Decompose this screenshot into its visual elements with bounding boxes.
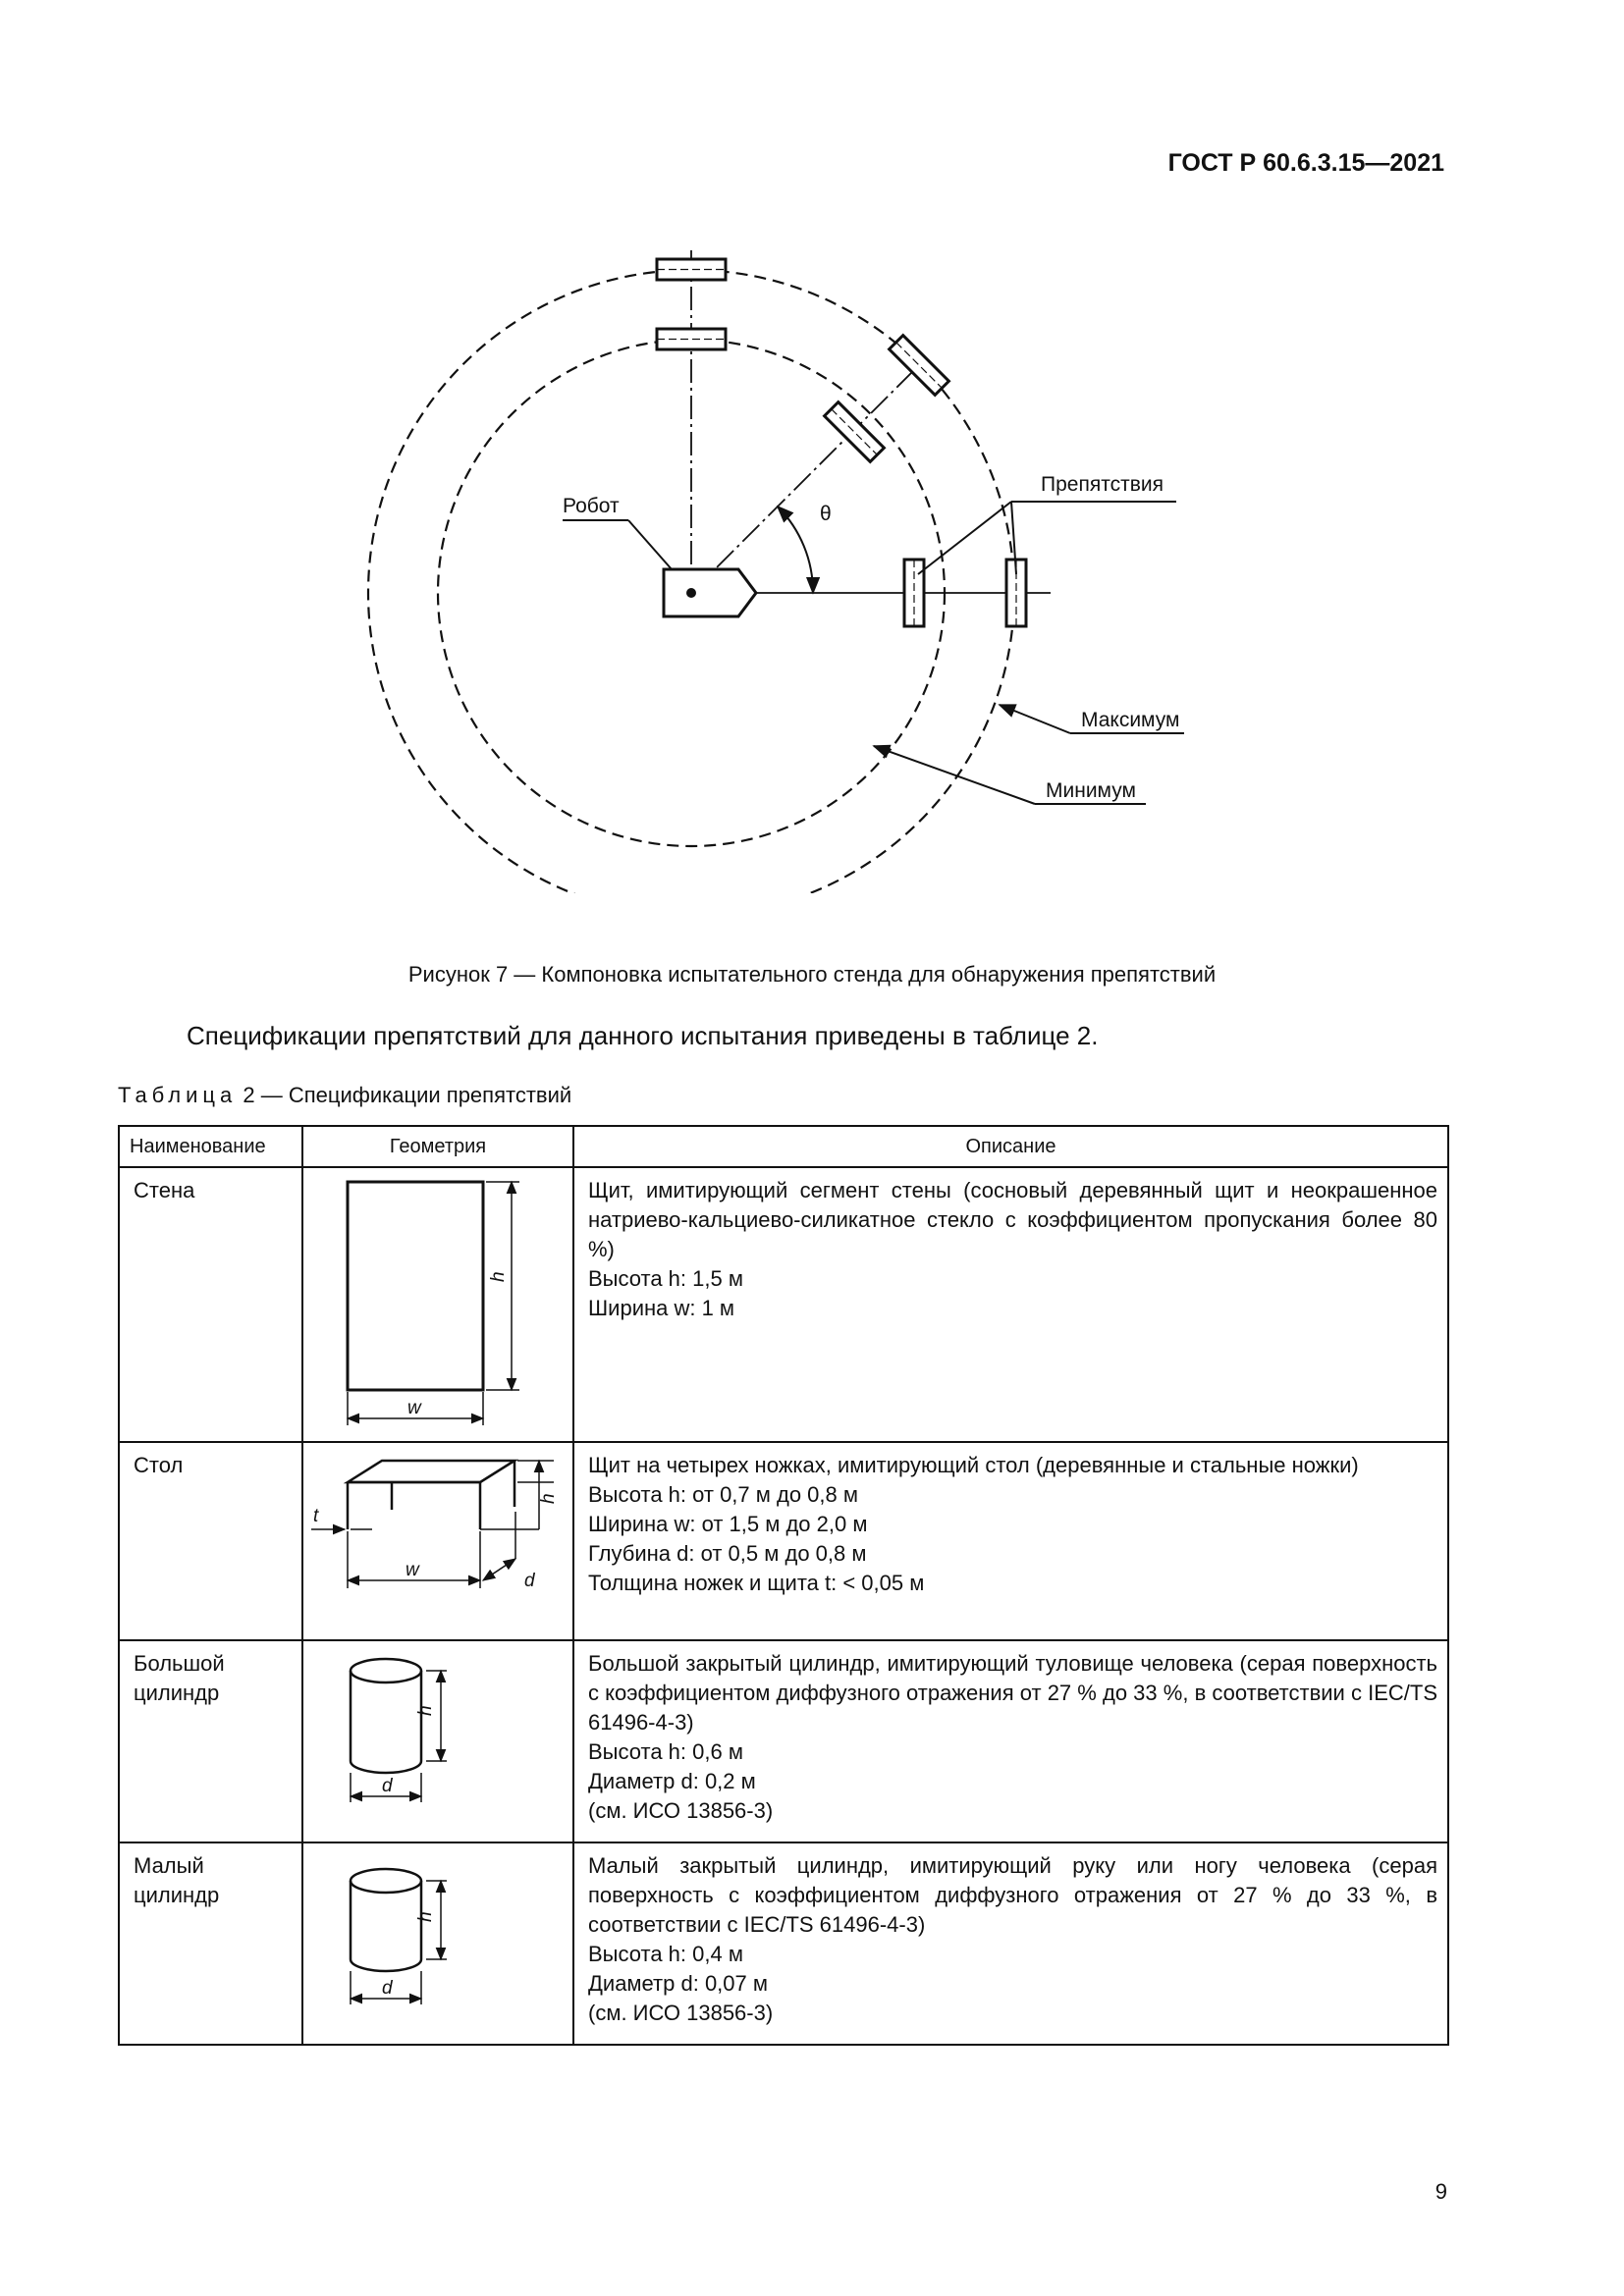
maximum-label: Максимум — [1081, 709, 1180, 731]
row-description-cell — [573, 1442, 1448, 1640]
row-description-cell — [573, 1640, 1448, 1842]
table-drawing — [303, 1443, 574, 1639]
table-row — [119, 1442, 1448, 1640]
table-title — [118, 1083, 571, 1108]
row-param: Высота h: от 0,7 м до 0,8 м — [588, 1482, 858, 1507]
row-param: Высота h: 1,5 м — [588, 1266, 743, 1291]
row-name: Стол — [119, 1442, 302, 1640]
row-param: Ширина w: 1 м — [588, 1296, 735, 1320]
row-param: Глубина d: от 0,5 м до 0,8 м — [588, 1541, 867, 1566]
large-cylinder-drawing — [303, 1641, 574, 1842]
robot-symbol — [664, 569, 756, 616]
table-title-rest: 2 — Спецификации препятствий — [237, 1083, 572, 1107]
table-t-label: t — [313, 1506, 319, 1526]
row-param: Диаметр d: 0,2 м — [588, 1769, 756, 1793]
table-d-label: d — [524, 1571, 535, 1591]
small-cylinder-drawing — [303, 1843, 574, 2044]
row-description: Большой закрытый цилиндр, имитирующий туловище человека (серая поверхность с коэффициентом диффузного отражения от 27 % до 33 %, в соответствии с IEC/TS 61496-4-3) — [588, 1651, 1437, 1735]
row-name: Стена — [119, 1167, 302, 1442]
table-row — [119, 1640, 1448, 1842]
wall-h-label: h — [488, 1271, 509, 1282]
wall-drawing — [303, 1168, 574, 1441]
row-description: Малый закрытый цилиндр, имитирующий руку или ногу человека (серая поверхность с коэффициентом диффузного отражения от 27 % до 33 %, в соответствии с IEC/TS 61496-4-3) — [588, 1853, 1437, 1937]
row-name: Малый цилиндр — [119, 1842, 302, 2045]
table-h-label: h — [538, 1493, 559, 1504]
large-cylinder-d-label: d — [382, 1776, 393, 1796]
large-cylinder-h-label: h — [415, 1705, 436, 1716]
test-stand-layout-svg — [324, 226, 1188, 893]
theta-arc — [778, 507, 813, 593]
figure-caption: Рисунок 7 — Компоновка испытательного стенда для обнаружения препятствий — [407, 962, 1217, 987]
obstacles-label: Препятствия — [1041, 473, 1164, 496]
row-param: Высота h: 0,4 м — [588, 1942, 743, 1966]
obstacle-top-max — [657, 259, 726, 280]
figure-7-diagram — [324, 226, 1188, 893]
row-param: (см. ИСО 13856-3) — [588, 1798, 774, 1823]
obstacle-diagonal-min — [825, 402, 885, 462]
header-description: Описание — [573, 1126, 1448, 1167]
large-cylinder-geometry — [302, 1640, 573, 1842]
row-description-cell — [573, 1167, 1448, 1442]
row-param: Диаметр d: 0,07 м — [588, 1971, 768, 1996]
robot-label: Робот — [563, 495, 620, 517]
header-geometry: Геометрия — [302, 1126, 573, 1167]
row-name: Большой цилиндр — [119, 1640, 302, 1842]
small-cylinder-h-label: h — [415, 1911, 436, 1922]
row-param: Ширина w: от 1,5 м до 2,0 м — [588, 1512, 868, 1536]
table-row — [119, 1842, 1448, 2045]
obstacle-right-min — [904, 560, 924, 626]
table-geometry — [302, 1442, 573, 1640]
row-param: Высота h: 0,6 м — [588, 1739, 743, 1764]
standard-designation: ГОСТ Р 60.6.3.15—2021 — [1167, 149, 1444, 177]
small-cylinder-d-label: d — [382, 1978, 393, 1999]
row-description-cell — [573, 1842, 1448, 2045]
table-row — [119, 1167, 1448, 1442]
small-cylinder-geometry — [302, 1842, 573, 2045]
obstacle-top-min — [657, 329, 726, 349]
row-param: Толщина ножек и щита t: < 0,05 м — [588, 1571, 925, 1595]
theta-label: θ — [820, 503, 832, 525]
page-number: 9 — [1435, 2179, 1447, 2204]
wall-geometry — [302, 1167, 573, 1442]
minimum-label: Минимум — [1046, 779, 1136, 802]
wall-w-label: w — [407, 1398, 421, 1418]
diagonal-axis-line — [691, 361, 923, 593]
table-title-prefix: Таблица — [118, 1083, 238, 1107]
body-paragraph: Спецификации препятствий для данного испытания приведены в таблице 2. — [187, 1021, 1099, 1050]
table-header-row — [119, 1126, 1448, 1167]
table-w-label: w — [406, 1560, 419, 1580]
row-description: Щит, имитирующий сегмент стены (сосновый деревянный щит и неокрашенное натриево-кальциево-силикатное стекло с коэффициентом пропускания более 80 %) — [588, 1178, 1437, 1261]
row-description: Щит на четырех ножках, имитирующий стол (деревянные и стальные ножки) — [588, 1453, 1359, 1477]
obstacle-specs-table — [118, 1125, 1449, 2046]
header-name: Наименование — [119, 1126, 302, 1167]
row-param: (см. ИСО 13856-3) — [588, 2001, 774, 2025]
